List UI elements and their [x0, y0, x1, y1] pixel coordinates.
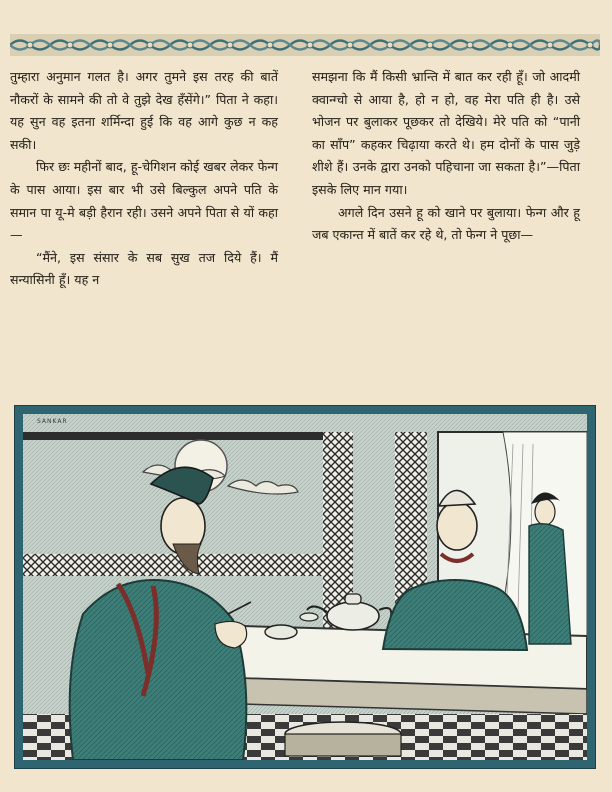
text-column-left — [10, 66, 278, 292]
paragraph: अगले दिन उसने हू को खाने पर बुलाया। फेन्ग और हू जब एकान्त में बातें कर रहे थे, तो फेन्ग ने पूछा— — [312, 204, 580, 243]
illustration-frame — [14, 405, 596, 769]
paragraph: फिर छः महीनों बाद, हू-चेगिशन कोई खबर लेकर फेन्ग के पास आया। इस बार भी उसे बिल्कुल अपने पति के समान पा यू-मे बड़ी हैरान रही। उसने अपने पिता से यों कहा— — [10, 159, 278, 243]
paragraph: तुम्हारा अनुमान गलत है। अगर तुमने इस तरह की बातें नौकरों के सामने की तो वे तुझे देख हँसेंगे।” पिता ने कहा। यह सुन वह इतना शर्मिन्दा हुई कि वह आगे कुछ न कह सकी। — [10, 69, 278, 152]
decorative-border-band — [10, 34, 600, 56]
text-column-right — [312, 66, 580, 247]
paragraph: समझना कि मैं किसी भ्रान्ति में बात कर रही हूँ। जो आदमी क्वान्ग्चो से आया है, हो न हो, वह मेरा पति ही है। उसे भोजन पर बुलाकर पूछकर तो देखिये। मेरे पति को “पानी का साँप” कहकर चिढ़ाया करते थे। हम दोनों के पास जुड़े शीशे हैं। उनके द्वारा उनको पहिचाना जा सकता है।”—पिता इसके लिए मान गया। — [312, 69, 580, 197]
illustration-scene — [23, 414, 587, 760]
paragraph: “मैंने, इस संसार के सब सुख तज दिये हैं। मैं सन्यासिनी हूँ। यह न — [10, 249, 278, 288]
artist-signature: SANKAR — [37, 418, 68, 425]
illustration — [23, 414, 587, 760]
